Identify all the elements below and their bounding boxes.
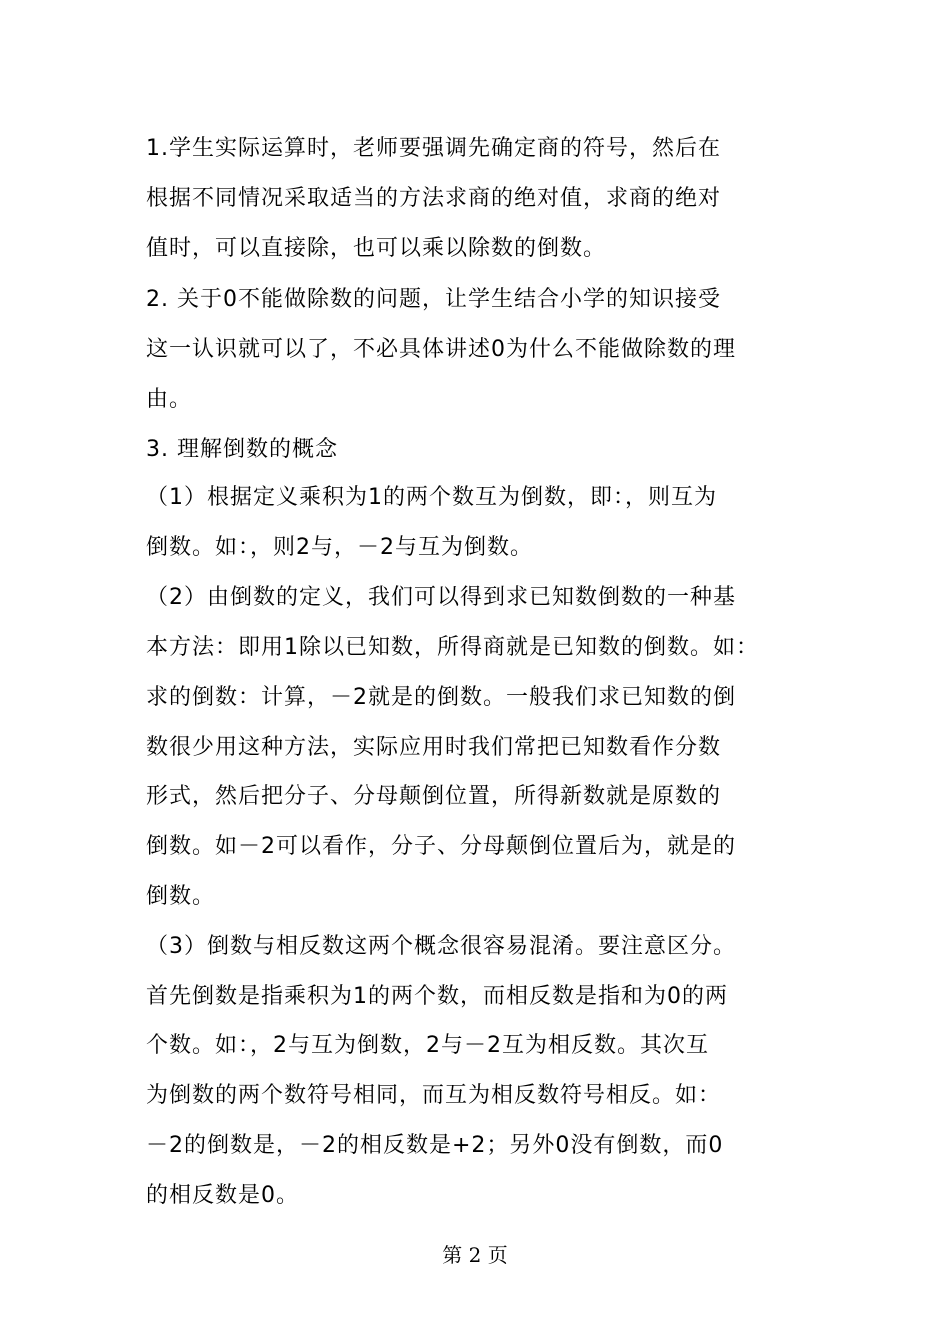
text-line: 个数。如：，2与互为倒数，2与－2互为相反数。其次互 — [146, 1033, 709, 1058]
text-line: 数很少用这种方法，实际应用时我们常把已知数看作分数 — [146, 735, 722, 760]
text-line: 本方法：即用1除以已知数，所得商就是已知数的倒数。如： — [146, 635, 759, 660]
text-line: 的相反数是0。 — [146, 1183, 299, 1208]
text-line: （2）由倒数的定义，我们可以得到求已知数倒数的一种基 — [146, 585, 736, 610]
text-line: 3. 理解倒数的概念 — [146, 437, 338, 462]
page-number: 第 2 页 — [442, 1243, 508, 1267]
text-line: 求的倒数：计算，－2就是的倒数。一般我们求已知数的倒 — [146, 685, 736, 710]
text-line: 形式，然后把分子、分母颠倒位置，所得新数就是原数的 — [146, 784, 722, 809]
text-line: －2的倒数是，－2的相反数是+2；另外0没有倒数，而0 — [146, 1133, 724, 1158]
text-line: 这一认识就可以了，不必具体讲述0为什么不能做除数的理 — [146, 337, 736, 362]
text-line: 1.学生实际运算时，老师要强调先确定商的符号，然后在 — [146, 136, 721, 161]
text-line: 倒数。如：，则2与，－2与互为倒数。 — [146, 535, 533, 560]
text-line: 首先倒数是指乘积为1的两个数，而相反数是指和为0的两 — [146, 984, 728, 1009]
text-line: 为倒数的两个数符号相同，而互为相反数符号相反。如： — [146, 1083, 722, 1108]
text-line: 2. 关于0不能做除数的问题，让学生结合小学的知识接受 — [146, 287, 721, 312]
text-line: （3）倒数与相反数这两个概念很容易混淆。要注意区分。 — [146, 934, 736, 959]
text-line: 倒数。如－2可以看作，分子、分母颠倒位置后为，就是的 — [146, 834, 736, 859]
text-line: 由。 — [146, 387, 193, 412]
text-line: （1）根据定义乘积为1的两个数互为倒数，即：，则互为 — [146, 485, 717, 510]
text-line: 值时，可以直接除，也可以乘以除数的倒数。 — [146, 236, 607, 261]
text-line: 根据不同情况采取适当的方法求商的绝对值，求商的绝对 — [146, 186, 722, 211]
text-line: 倒数。 — [146, 884, 216, 909]
